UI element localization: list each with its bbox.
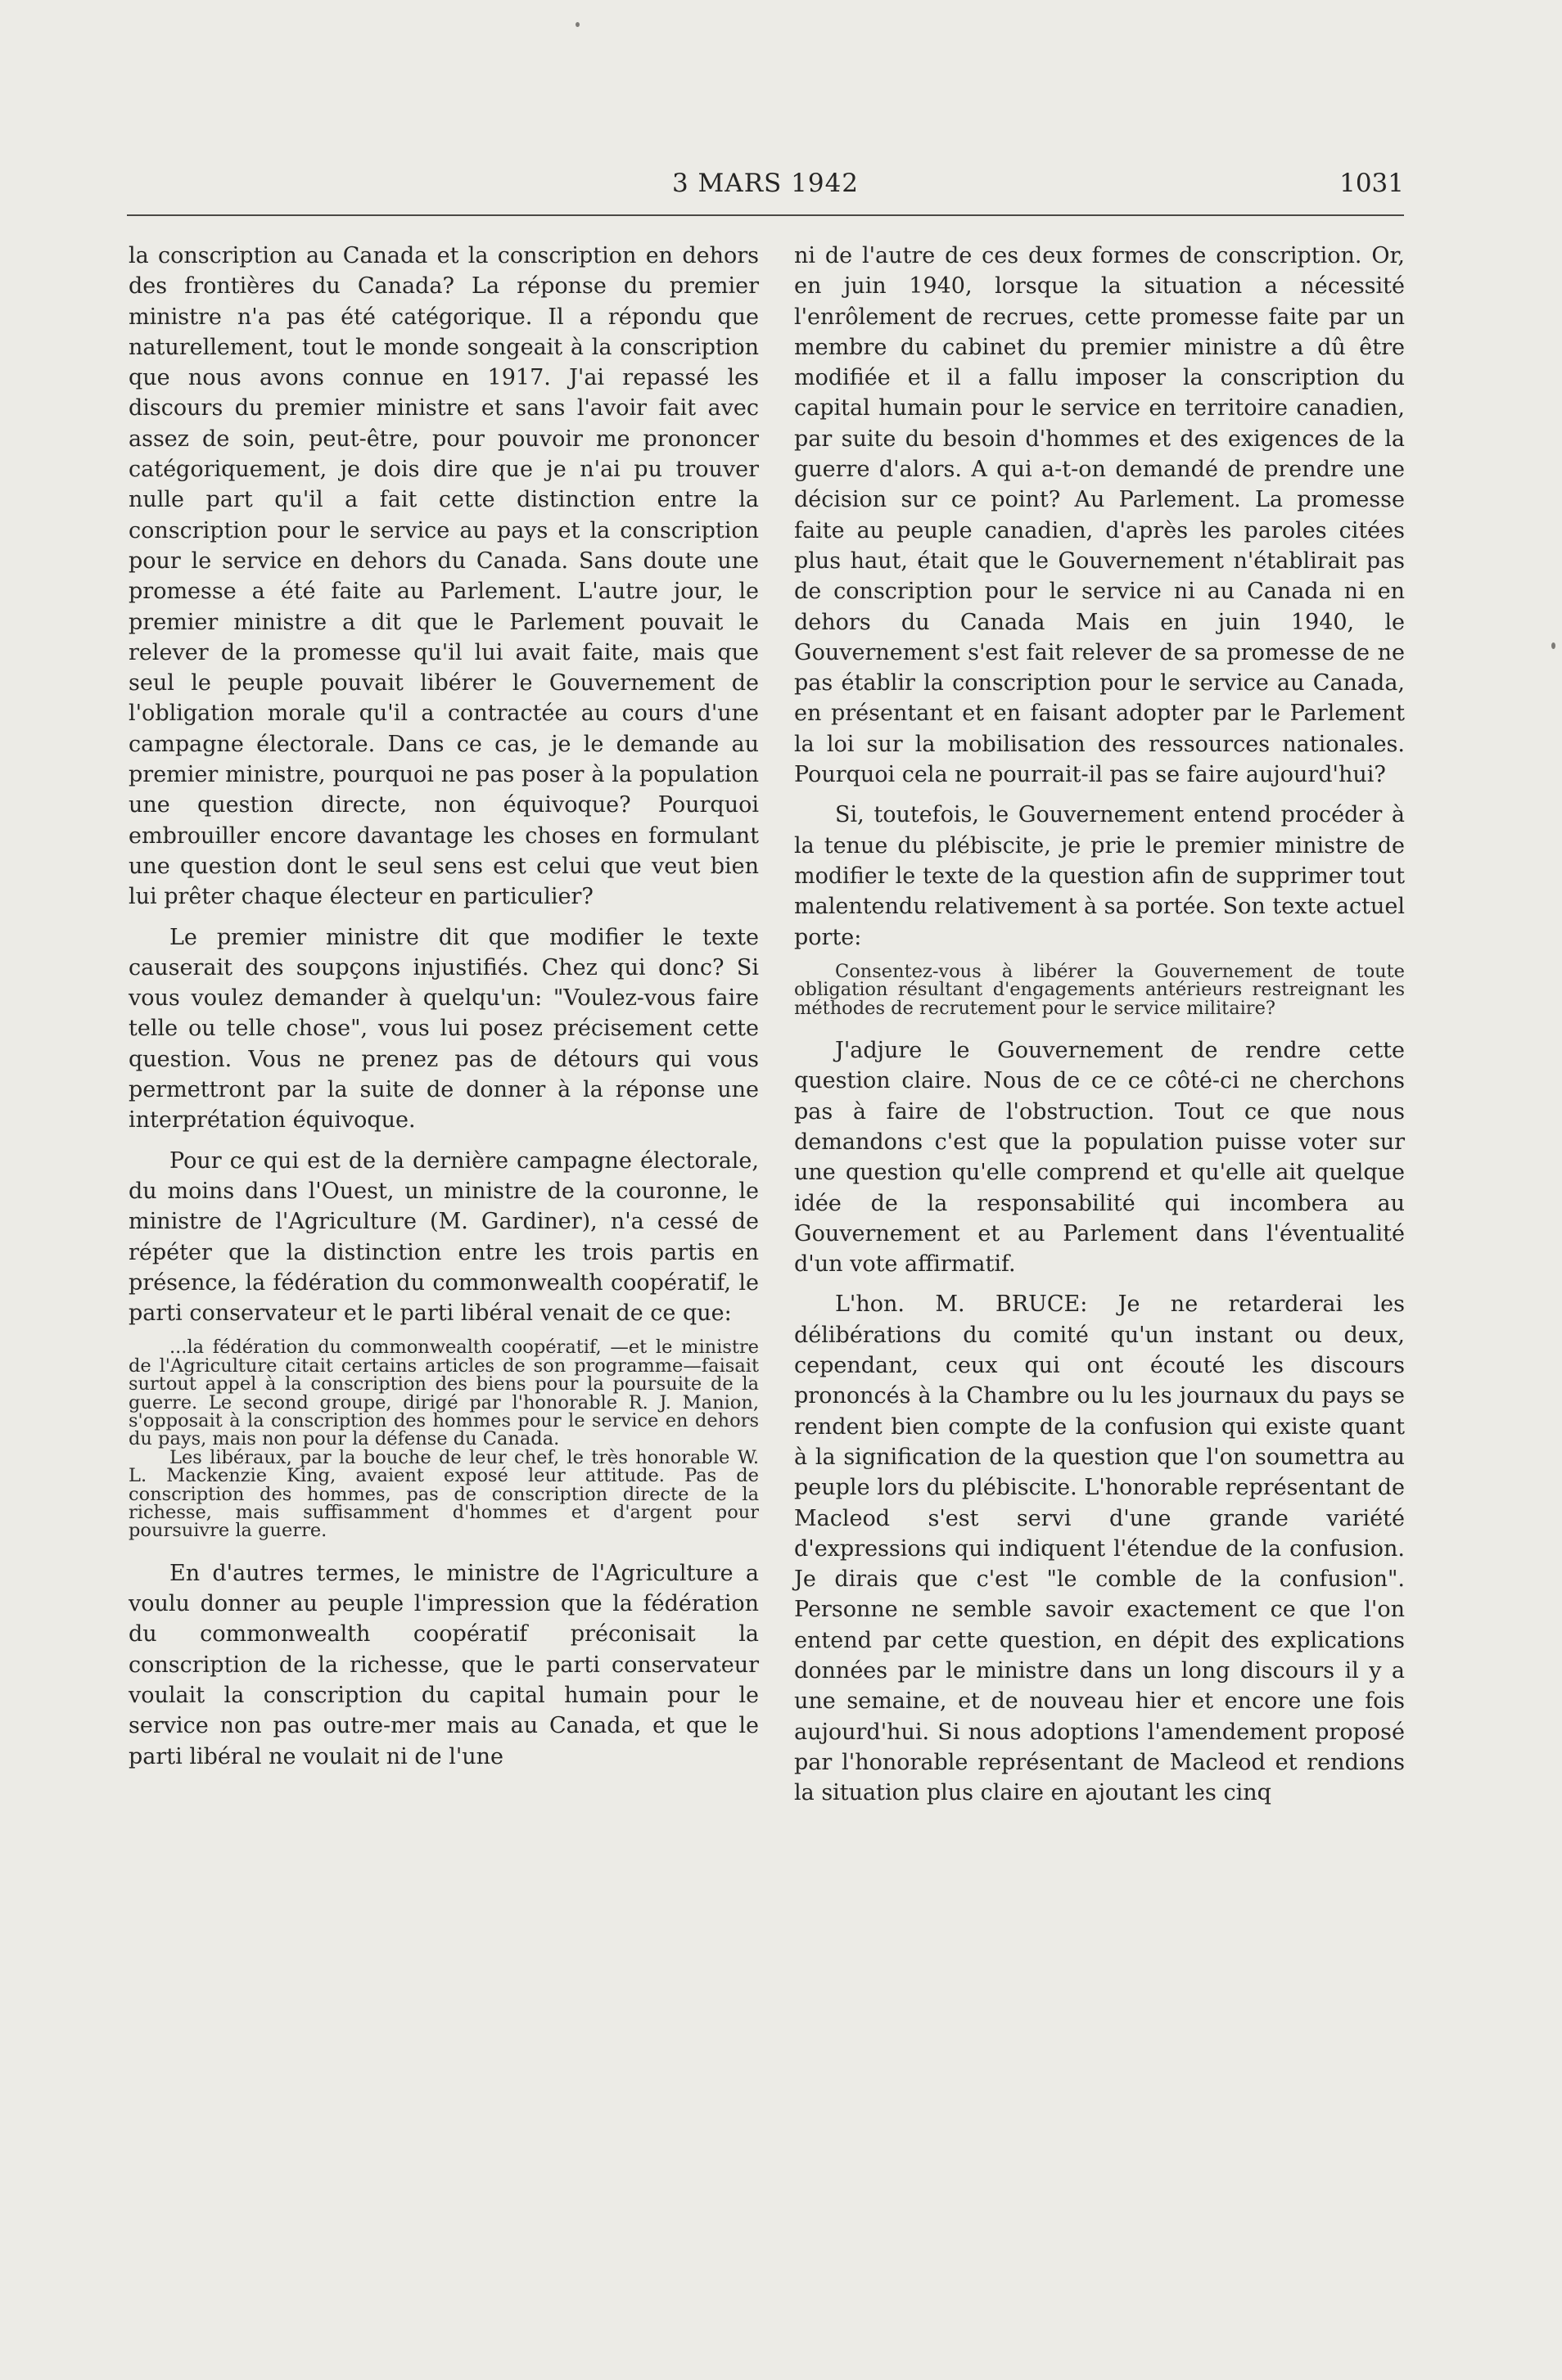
page-number: 1031 <box>1339 169 1404 198</box>
right-column <box>794 241 1405 1818</box>
paragraph: ni de l'autre de ces deux formes de conscription. Or, en juin 1940, lorsque la situation a nécessité l'enrôlement de recrues, cette promesse faite par un membre du cabinet du premier ministre a dû être modifiée et il a fallu imposer la conscription du capital humain pour le service en territoire canadien, par suite du besoin d'hommes et des exigences de la guerre d'alors. A qui a-t-on demandé de prendre une décision sur ce point? Au Parlement. La promesse faite au peuple canadien, d'après les paroles citées plus haut, était que le Gouvernement n'établirait pas de conscription pour le service ni au Canada ni en dehors du Canada Mais en juin 1940, le Gouvernement s'est fait relever de sa promesse de ne pas établir la conscription pour le service au Canada, en présentant et en faisant adopter par le Parlement la loi sur la mobilisation des ressources nationales. Pourquoi cela ne pourrait-il pas se faire aujourd'hui? <box>794 243 1405 788</box>
quote-paragraph: Consentez-vous à libérer la Gouvernement de toute obligation résultant d'engagements antérieurs restreignant les méthodes de recrutement pour le service militaire? <box>794 960 1405 1019</box>
quote-paragraph: Les libéraux, par la bouche de leur chef, le très honorable W. L. Mackenzie King, avaient exposé leur attitude. Pas de conscription des hommes, pas de conscription directe de la richesse, mais suffisamment d'hommes et d'argent pour poursuivre la guerre. <box>129 1446 759 1542</box>
paragraph: J'adjure le Gouvernement de rendre cette question claire. Nous de ce ce côté-ci ne cherchons pas à faire de l'obstruction. Tout ce que nous demandons c'est que la population puisse voter sur une question qu'elle comprend et qu'elle ait quelque idée de la responsabilité qui incombera au Gouvernement et au Parlement dans l'éventualité d'un vote affirmatif. <box>794 1038 1405 1278</box>
quote-paragraph: ...la fédération du commonwealth coopératif, —et le ministre de l'Agriculture citait certains articles de son programme—faisait surtout appel à la conscription des biens pour la poursuite de la guerre. Le second groupe, dirigé par l'honorable R. J. Manion, s'opposait à la conscription des hommes pour le service en dehors du pays, mais non pour la défense du Canada. <box>129 1336 759 1450</box>
paragraph: Si, toutefois, le Gouvernement entend procéder à la tenue du plébiscite, je prie le premier ministre de modifier le texte de la question afin de supprimer tout malentendu relativement à sa portée. Son texte actuel porte: <box>794 802 1405 950</box>
header-rule <box>127 214 1404 216</box>
page-header <box>127 169 1404 211</box>
paragraph: Le premier ministre dit que modifier le texte causerait des soupçons injustifiés. Chez qui donc? Si vous voulez demander à quelqu'un: "Voulez-vous faire telle ou telle chose", vous lui posez précisement cette question. Vous ne prenez pas de détours qui vous permettront par la suite de donner à la réponse une interprétation équivoque. <box>129 924 759 1134</box>
paragraph: L'hon. M. BRUCE: Je ne retarderai les délibérations du comité qu'un instant ou deux, cependant, ceux qui ont écouté les discours prononcés à la Chambre ou lu les journaux du pays se rendent bien compte de la confusion qui existe quant à la signification de la question que l'on soumettra au peuple lors du plébiscite. L'honorable représentant de Macleod s'est servi d'une grande variété d'expressions qui indiquent l'étendue de la confusion. Je dirais que c'est "le comble de la confusion". Personne ne semble savoir exactement ce que l'on entend par cette question, en dépit des explications données par le ministre dans un long discours il y a une semaine, et de nouveau hier et encore une fois aujourd'hui. Si nous adoptions l'amendement proposé par l'honorable représentant de Macleod et rendions la situation plus claire en ajoutant les cinq <box>794 1291 1405 1806</box>
paragraph: Pour ce qui est de la dernière campagne électorale, du moins dans l'Ouest, un ministre de la couronne, le ministre de l'Agriculture (M. Gardiner), n'a cessé de répéter que la distinction entre les trois partis en présence, la fédération du commonwealth coopératif, le parti conservateur et le parti libéral venait de ce que: <box>129 1147 759 1327</box>
paragraph: la conscription au Canada et la conscription en dehors des frontières du Canada? La réponse du premier ministre n'a pas été catégorique. Il a répondu que naturellement, tout le monde songeait à la conscription que nous avons connue en 1917. J'ai repassé les discours du premier ministre et sans l'avoir fait avec assez de soin, peut-être, pour pouvoir me prononcer catégoriquement, je dois dire que je n'ai pu trouver nulle part qu'il a fait cette distinction entre la conscription pour le service au pays et la conscription pour le service en dehors du Canada. Sans doute une promesse a été faite au Parlement. L'autre jour, le premier ministre a dit que le Parlement pouvait le relever de la promesse qu'il lui avait faite, mais que seul le peuple pouvait libérer le Gouvernement de l'obligation morale qu'il a contractée au cours d'une campagne électorale. Dans ce cas, je le demande au premier ministre, pourquoi ne pas poser à la population une question directe, non équivoque? Pourquoi embrouiller encore davantage les choses en formulant une question dont le seul sens est celui que veut bien lui prêter chaque électeur en particulier? <box>129 243 759 910</box>
header-date: 3 MARS 1942 <box>671 169 860 198</box>
left-column <box>129 241 759 1782</box>
paragraph: En d'autres termes, le ministre de l'Agriculture a voulu donner au peuple l'impression que la fédération du commonwealth coopératif préconisait la conscription de la richesse, que le parti conservateur voulait la conscription du capital humain pour le service non pas outre-mer mais au Canada, et que le parti libéral ne voulait ni de l'une <box>129 1560 759 1769</box>
paper-speck <box>576 22 580 27</box>
paper-speck <box>1551 642 1555 649</box>
block-quote <box>129 1336 759 1542</box>
block-quote <box>794 962 1405 1017</box>
